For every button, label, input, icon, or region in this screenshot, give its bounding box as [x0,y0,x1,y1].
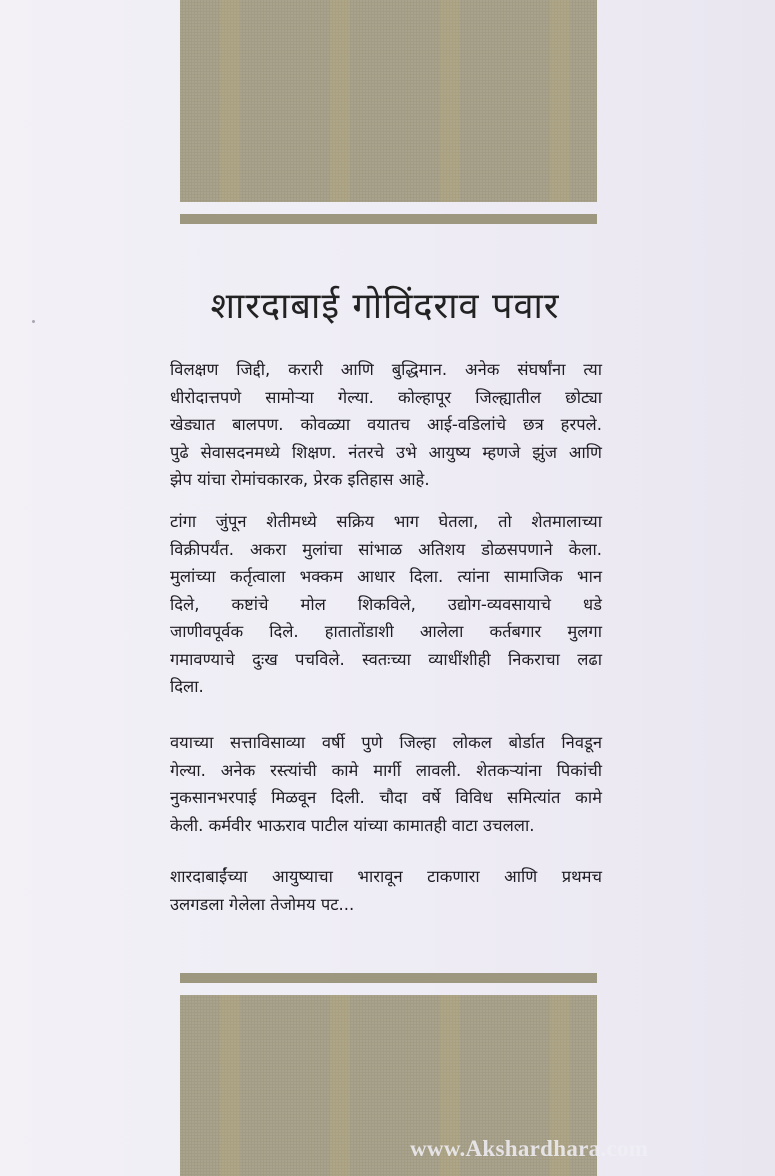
paragraph-line: धीरोदात्तपणे सामोऱ्या गेल्या. कोल्हापूर जिल्ह्यातील छोट्या [170,387,602,407]
paragraph-line: दिला. [170,677,204,696]
top-decorative-block [180,0,597,202]
paragraph-line: नुकसानभरपाई मिळवून दिली. चौदा वर्षे विविध समित्यांत कामे [170,788,602,807]
paragraph-line: विक्रीपर्यंत. अकरा मुलांचा सांभाळ अतिशय डोळसपणाने केला. [170,539,602,559]
paragraph-line: गेल्या. अनेक रस्त्यांची कामे मार्गी लावली. शेतकऱ्यांना पिकांची [170,760,602,780]
paragraph-line: टांगा जुंपून शेतीमध्ये सक्रिय भाग घेतला, तो शेतमालाच्या [170,512,602,531]
top-decorative-stripe [180,214,597,224]
paragraph-line: उलगडला गेलेला तेजोमय पट... [170,894,355,914]
paragraph-line: मुलांच्या कर्तृत्वाला भक्कम आधार दिला. त्यांना सामाजिक भान [170,567,602,586]
bottom-decorative-stripe [180,973,597,983]
paragraph-line: झेप यांचा रोमांचकारक, प्रेरक इतिहास आहे. [170,470,430,489]
paragraph-line: खेड्यात बालपण. कोवळ्या वयातच आई-वडिलांचे छत्र हरपले. [170,415,602,434]
blurb-paragraph [170,863,602,918]
paragraph-line: दिले, कष्टांचे मोल शिकविले, उद्योग-व्यवसायाचे धडे [170,594,602,614]
paragraph-line: वयाच्या सत्ताविसाव्या वर्षी पुणे जिल्हा लोकल बोर्डात निवडून [170,733,602,752]
blurb-paragraph [170,356,602,494]
paragraph-line: शारदाबाईंच्या आयुष्याचा भारावून टाकणारा आणि प्रथमच [170,867,602,886]
paragraph-line: केली. कर्मवीर भाऊराव पाटील यांच्या कामातही वाटा उचलला. [170,815,535,835]
speck [32,320,35,323]
blurb-paragraph [170,508,602,701]
book-title: शारदाबाई गोविंदराव पवार [210,286,560,327]
paragraph-line: जाणीवपूर्वक दिले. हातातोंडाशी आलेला कर्तबगार मुलगा [170,622,602,641]
blurb-paragraph [170,729,602,839]
paragraph-line: पुढे सेवासदनमध्ये शिक्षण. नंतरचे उभे आयुष्य म्हणजे झुंज आणि [170,442,602,462]
paragraph-line: विलक्षण जिद्दी, करारी आणि बुद्धिमान. अनेक संघर्षांना त्या [170,360,602,379]
paragraph-line: गमावण्याचे दुःख पचविले. स्वतःच्या व्याधींशीही निकराचा लढा [170,649,602,669]
watermark: www.Akshardhara.com [410,1136,649,1161]
